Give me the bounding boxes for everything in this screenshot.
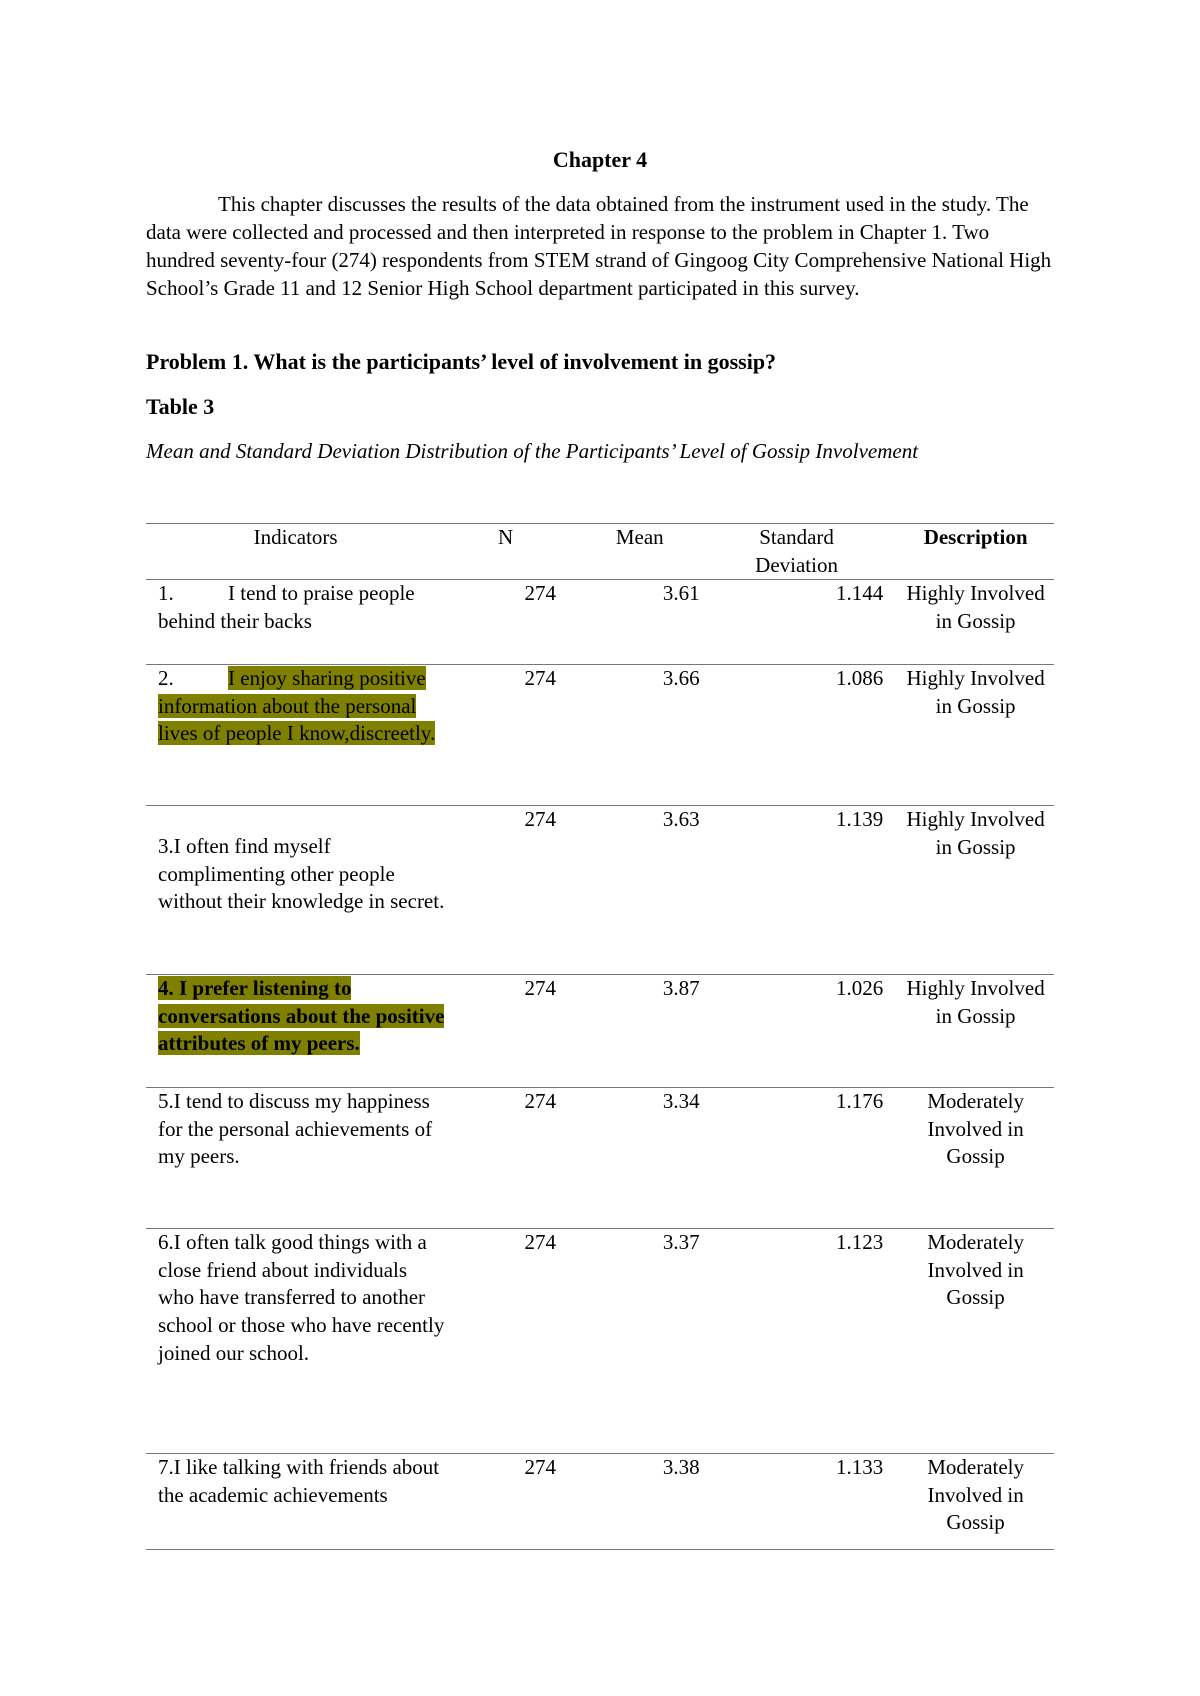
mean-cell: 3.87 bbox=[566, 975, 714, 1088]
indicator-text-highlighted: I enjoy sharing positive information about the personal lives of people I know,discreetly. bbox=[158, 666, 436, 746]
table-label: Table 3 bbox=[146, 394, 215, 419]
table-row bbox=[146, 665, 1054, 806]
mean-cell: 3.63 bbox=[566, 806, 714, 975]
table-row bbox=[146, 1229, 1054, 1454]
problem-heading: Problem 1. What is the participants’ level of involvement in gossip? bbox=[146, 349, 777, 374]
results-table bbox=[146, 523, 1054, 1550]
indicator-number: 1. bbox=[158, 581, 174, 606]
description-cell: Highly Involved in Gossip bbox=[897, 975, 1054, 1088]
indicator-text: 7.I like talking with friends about the academic achievements bbox=[158, 1455, 440, 1507]
mean-cell: 3.34 bbox=[566, 1088, 714, 1229]
description-cell: Moderately Involved in Gossip bbox=[897, 1454, 1054, 1550]
indicator-cell bbox=[146, 806, 445, 975]
table-row bbox=[146, 975, 1054, 1088]
sd-cell: 1.026 bbox=[714, 975, 898, 1088]
mean-cell: 3.37 bbox=[566, 1229, 714, 1454]
intro-paragraph: This chapter discusses the results of the data obtained from the instrument used in the study. The data were collected and processed and then interpreted in response to the problem in Chapter 1. Two hundred seventy-four (274) respondents from STEM strand of Gingoog City Comprehensive National High School’s Grade 11 and 12 Senior High School department participated in this survey. bbox=[146, 192, 1052, 300]
indicator-number: 2. bbox=[158, 666, 174, 691]
table-caption: Mean and Standard Deviation Distribution of the Participants’ Level of Gossip Involvement bbox=[146, 439, 919, 463]
indicator-cell bbox=[146, 1229, 445, 1454]
header-n: N bbox=[445, 524, 566, 580]
sd-cell: 1.176 bbox=[714, 1088, 898, 1229]
description-cell: Highly Involved in Gossip bbox=[897, 580, 1054, 665]
mean-cell: 3.66 bbox=[566, 665, 714, 806]
sd-cell: 1.139 bbox=[714, 806, 898, 975]
description-cell: Moderately Involved in Gossip bbox=[897, 1229, 1054, 1454]
indicator-cell bbox=[146, 580, 445, 665]
n-cell: 274 bbox=[445, 975, 566, 1088]
header-indicators: Indicators bbox=[146, 524, 445, 580]
indicator-cell bbox=[146, 1088, 445, 1229]
table-row bbox=[146, 806, 1054, 975]
header-standard-deviation bbox=[714, 524, 898, 580]
n-cell: 274 bbox=[445, 665, 566, 806]
table-header-row bbox=[146, 524, 1054, 580]
header-sd-label: Standard Deviation bbox=[755, 525, 838, 577]
table-row bbox=[146, 1088, 1054, 1229]
header-description: Description bbox=[897, 524, 1054, 580]
sd-cell: 1.133 bbox=[714, 1454, 898, 1550]
sd-cell: 1.144 bbox=[714, 580, 898, 665]
indicator-text: 3.I often find myself complimenting other people without their knowledge in secret. bbox=[158, 834, 445, 914]
table-row bbox=[146, 1454, 1054, 1550]
description-cell: Moderately Involved in Gossip bbox=[897, 1088, 1054, 1229]
sd-cell: 1.123 bbox=[714, 1229, 898, 1454]
chapter-title: Chapter 4 bbox=[552, 147, 648, 172]
table-row bbox=[146, 580, 1054, 665]
indicator-text: 5.I tend to discuss my happiness for the personal achievements of my peers. bbox=[158, 1089, 433, 1169]
header-mean: Mean bbox=[566, 524, 714, 580]
indicator-text: 6.I often talk good things with a close friend about individuals who have transferred to another school or those who have recently joined our school. bbox=[158, 1230, 445, 1365]
indicator-cell bbox=[146, 975, 445, 1088]
mean-cell: 3.61 bbox=[566, 580, 714, 665]
n-cell: 274 bbox=[445, 1229, 566, 1454]
description-cell: Highly Involved in Gossip bbox=[897, 665, 1054, 806]
mean-cell: 3.38 bbox=[566, 1454, 714, 1550]
indicator-text: I tend to praise people behind their backs bbox=[158, 581, 415, 633]
n-cell: 274 bbox=[445, 1454, 566, 1550]
n-cell: 274 bbox=[445, 1088, 566, 1229]
indicator-cell bbox=[146, 1454, 445, 1550]
description-cell: Highly Involved in Gossip bbox=[897, 806, 1054, 975]
n-cell: 274 bbox=[445, 580, 566, 665]
indicator-cell bbox=[146, 665, 445, 806]
n-cell: 274 bbox=[445, 806, 566, 975]
sd-cell: 1.086 bbox=[714, 665, 898, 806]
indicator-text-highlighted: 4. I prefer listening to conversations about the positive attributes of my peers. bbox=[158, 976, 445, 1056]
